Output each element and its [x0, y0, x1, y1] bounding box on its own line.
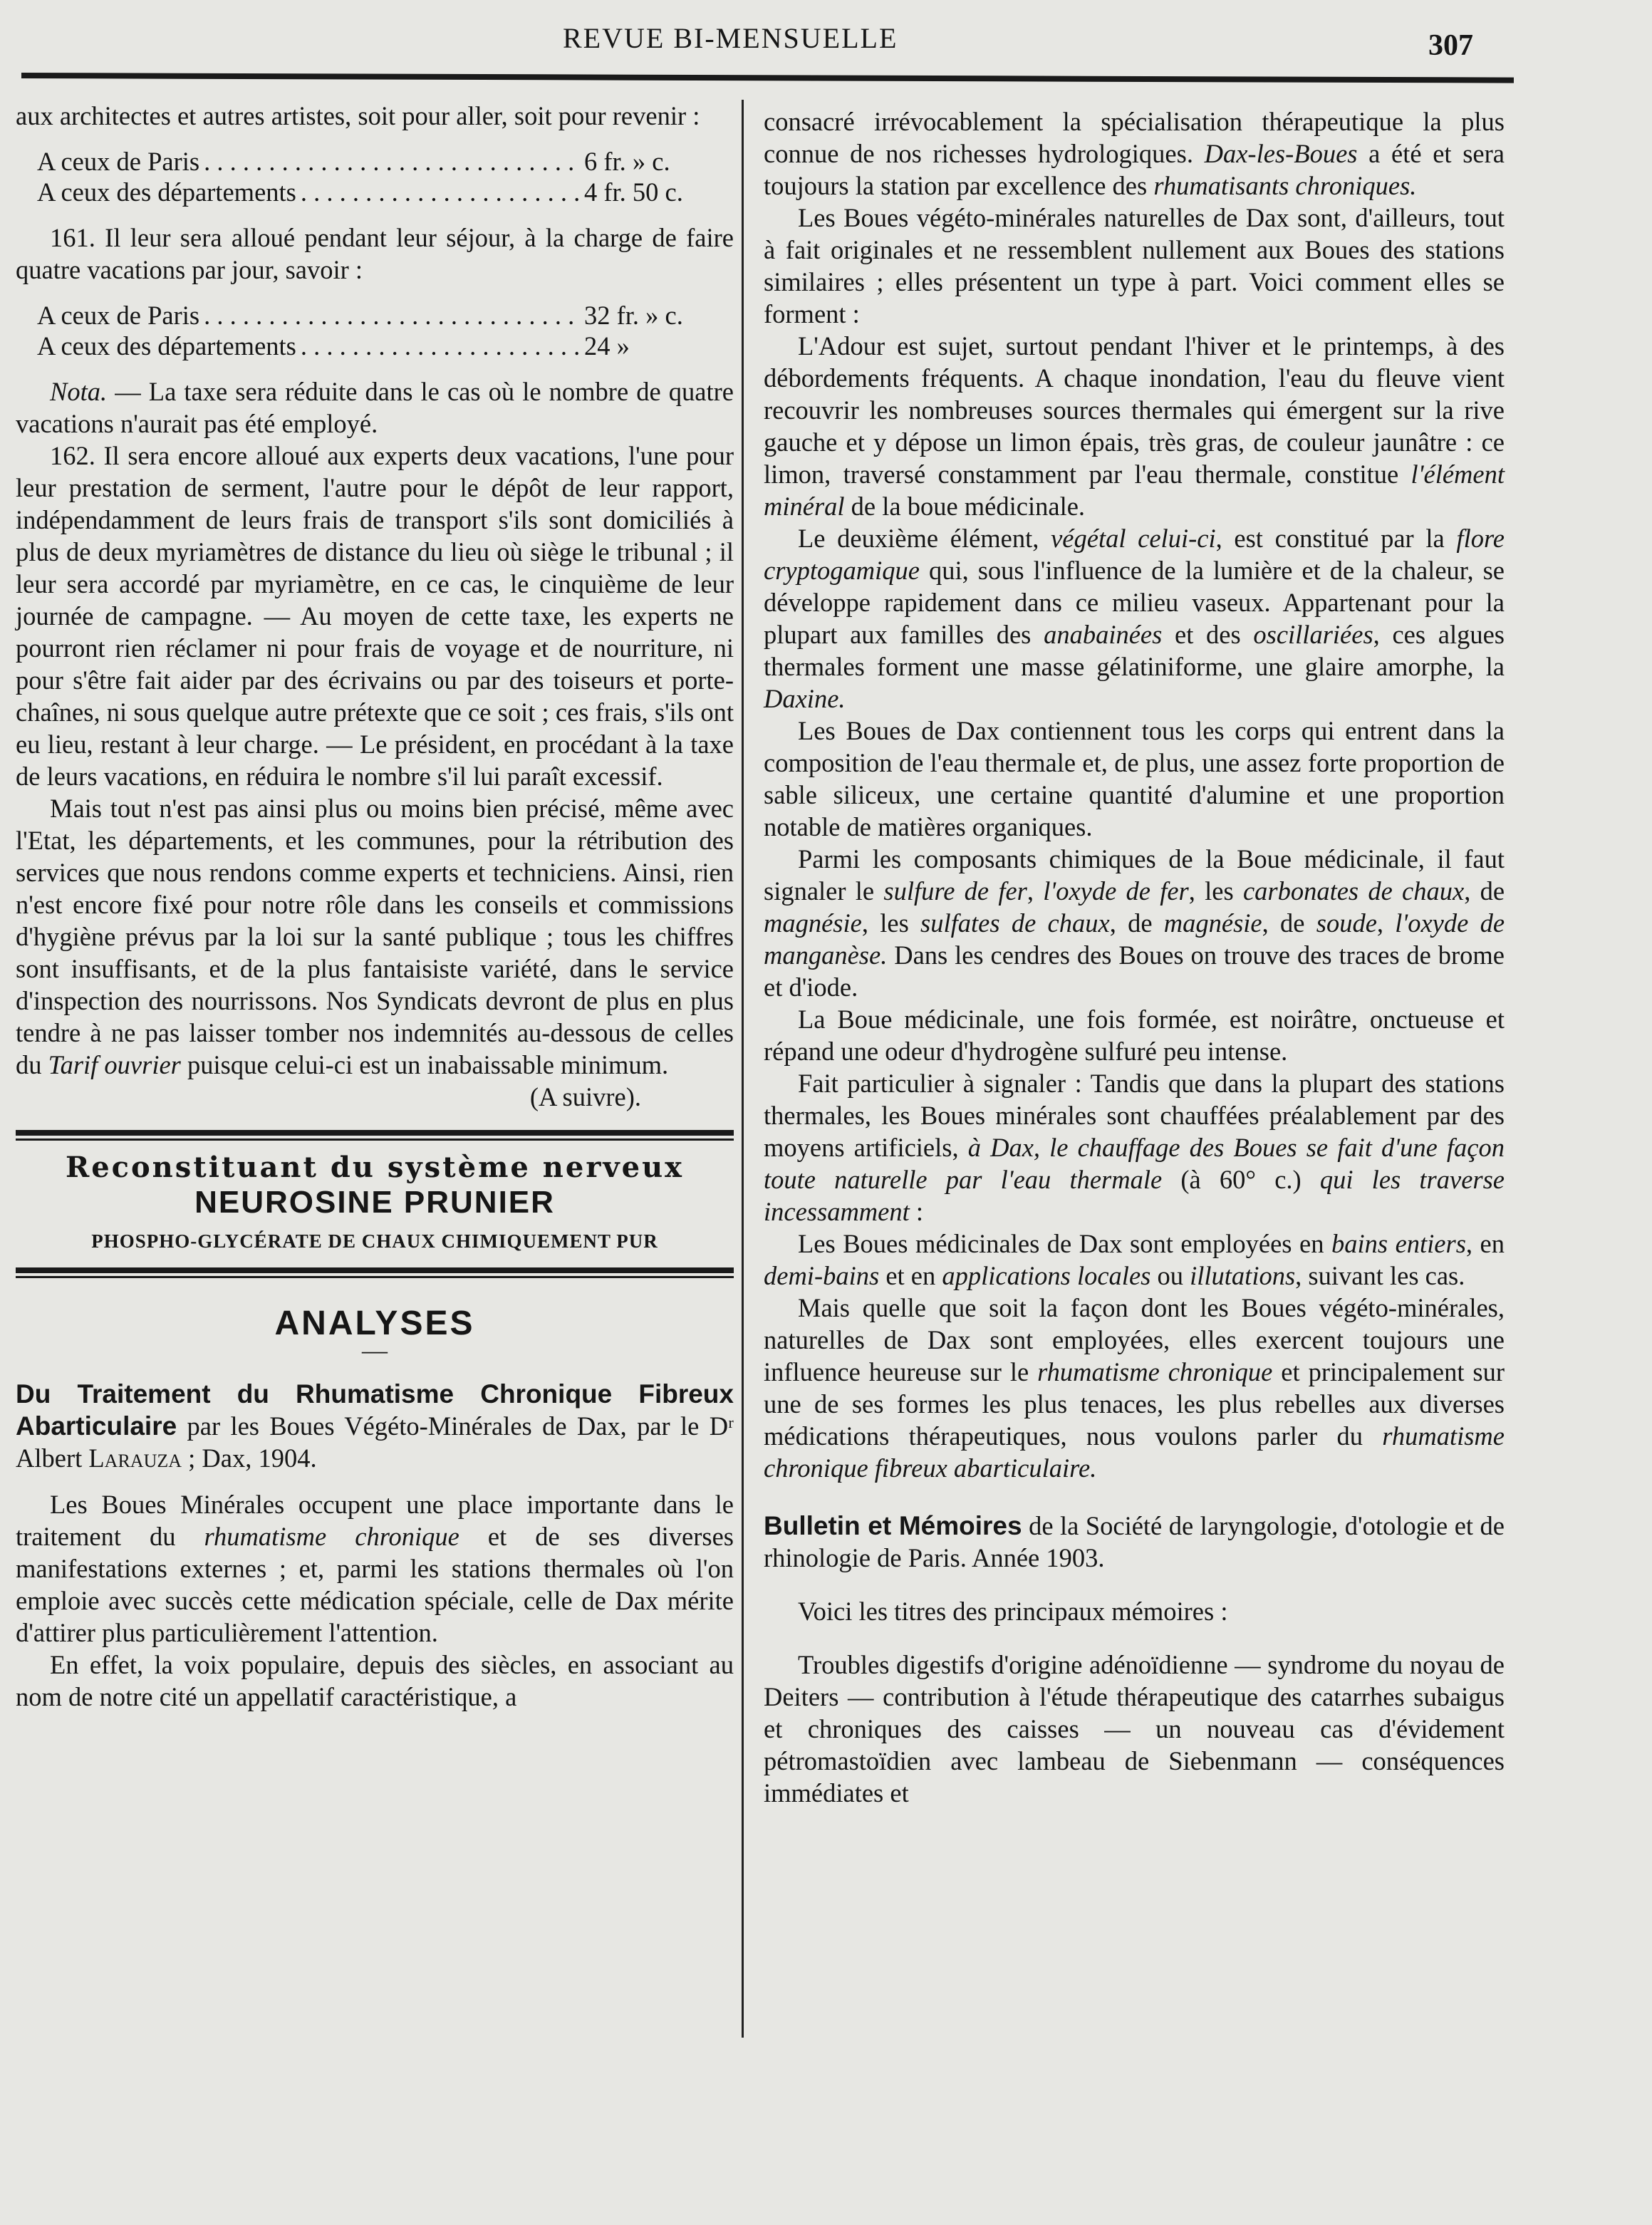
nota-label: Nota.: [50, 377, 108, 406]
column-divider: [742, 100, 744, 2038]
paragraph: Troubles digestifs d'origine adénoïdienne — syndrome du noyau de Deiters — contribution à l'étude thérapeutique des catarrhes subaigus et chroniques des caisses — un nouveau cas d'évidement pétromastoïdien avec lambeau de Siebenmann — conséquences immédiates et: [764, 1650, 1505, 1808]
review-entry-title: Du Traitement du Rhumatisme Chronique Fibreux Abarticulaire: [16, 1379, 734, 1441]
author-name: Larauza: [88, 1443, 182, 1473]
dot-leader: [204, 300, 580, 331]
fee-value: 24 »: [584, 331, 630, 361]
dot-leader: [301, 177, 580, 207]
article-162: 162. Il sera encore alloué aux experts deux vacations, l'une pour leur prestation de serment, l'autre pour le dépôt de leur rapport, indépendamment de leurs frais de transport s'ils sont domiciliés à plus de deux myriamètres de distance du lieu où siège le tribunal ; il leur sera accordé par myriamètre, en ce cas, le cinquième de leur journée de campagne. — Au moyen de cette taxe, les experts ne pourront rien réclamer ni pour frais de voyage et de nourriture, ni pour s'être fait aider par des écrivains ou par des toiseurs et porte-chaînes, ni sous quelque autre prétexte que ce soit ; ces frais, s'ils ont eu lieu, restant à leur charge. — Le président, en procédant à la taxe de leurs vacations, en réduira le nombre s'il lui paraît excessif.: [16, 441, 734, 791]
nota-paragraph: Nota. — La taxe sera réduite dans le cas où le nombre de quatre vacations n'aurait pas été employé.: [16, 377, 734, 438]
section-title: ANALYSES: [274, 1305, 475, 1342]
dot-leader: [301, 331, 580, 361]
paragraph: Fait particulier à signaler : Tandis que dans la plupart des stations thermales, les Boues minérales sont chauffées préalablement par des moyens artificiels, à Dax, le chauffage des Boues se fait d'une façon toute naturelle par l'eau thermale (à 60° c.) qui les traverse incessamment :: [764, 1069, 1505, 1226]
paragraph: Les Boues de Dax contiennent tous les corps qui entrent dans la composition de l'eau thermale et, de plus, une assez forte proportion de sable siliceux, une certaine quantité d'alumine et une proportion notable de matières organiques.: [764, 716, 1505, 841]
paragraph: Voici les titres des principaux mémoires :: [798, 1597, 1228, 1626]
to-be-continued: (A suivre).: [529, 1082, 641, 1111]
paragraph: Mais tout n'est pas ainsi plus ou moins bien précisé, même avec l'Etat, les départements, et les communes, pour la rétribution des services que nous rendons comme experts et techniciens. Ainsi, rien n'est encore fixé pour notre rôle dans les conseils et commissions d'hygiène prévus par la loi sur la santé publique ; tous les chiffres sont insuffisants, et de la plus fantaisiste variété, dans le service d'inspection des nourrissons. Nos Syndicats devront de plus en plus tendre à ne pas laisser tomber nos indemnités au-dessous de celles du Tarif ouvrier puisque celui-ci est un inabaissable minimum.: [16, 794, 734, 1079]
paragraph: Les Boues Minérales occupent une place importante dans le traitement du rhumatisme chronique et de ses diverses manifestations externes ; et, parmi les stations thermales où l'on emploie avec succès cette médication spéciale, celle de Dax mérite d'attirer plus particulièrement l'attention.: [16, 1490, 734, 1647]
right-column: [764, 105, 1505, 1809]
header-rule: [21, 73, 1514, 83]
advert-tagline: Reconstituant du système nerveux: [65, 1151, 685, 1184]
running-header: [0, 19, 1652, 61]
section-dash: —: [362, 1336, 388, 1364]
paragraph: En effet, la voix populaire, depuis des siècles, en associant au nom de notre cité un appellatif caractéristique, a: [16, 1650, 734, 1711]
paragraph: consacré irrévocablement la spécialisation thérapeutique la plus connue de nos richesses hydrologiques. Dax-les-Boues a été et sera toujours la station par excellence des rhumatisants chroniques.: [764, 107, 1505, 200]
fee-label: A ceux des départements: [37, 331, 296, 361]
dot-leader: [204, 146, 580, 177]
fee-value: 4 fr. 50 c.: [584, 177, 683, 207]
page-number: 307: [1428, 29, 1473, 62]
fee-row: [37, 177, 734, 207]
fee-value: 32 fr. » c.: [584, 301, 683, 330]
fee-row: [37, 300, 734, 331]
review-entry-heading: Bulletin et Mémoires de la Société de laryngologie, d'otologie et de rhinologie de Paris. Année 1903.: [764, 1511, 1505, 1572]
paragraph: L'Adour est sujet, surtout pendant l'hiver et le printemps, à des débordements fréquents. A chaque inondation, l'eau du fleuve vient recouvrir les nombreuses sources thermales qui émergent sur la rive gauche et y dépose un limon épais, très gras, de couleur jaunâtre : ce limon, traversé constamment par l'eau thermale, constitue l'élément minéral de la boue médicinale.: [764, 331, 1505, 521]
advert-description: PHOSPHO-GLYCÉRATE DE CHAUX CHIMIQUEMENT PUR: [91, 1230, 658, 1252]
journal-title: REVUE BI-MENSUELLE: [563, 22, 898, 54]
article-161: 161. Il leur sera alloué pendant leur séjour, à la charge de faire quatre vacations par jour, savoir :: [16, 223, 734, 284]
paragraph: Parmi les composants chimiques de la Boue médicinale, il faut signaler le sulfure de fer, l'oxyde de fer, les carbonates de chaux, de magnésie, les sulfates de chaux, de magnésie, de soude, l'oxyde de manganèse. Dans les cendres des Boues on trouve des traces de brome et d'iode.: [764, 844, 1505, 1002]
advert-product-name: NEUROSINE PRUNIER: [194, 1185, 555, 1220]
advert-top-rule: [16, 1130, 734, 1144]
advert-bottom-rule: [16, 1267, 734, 1282]
paragraph: Mais quelle que soit la façon dont les Boues végéto-minérales, naturelles de Dax sont employées, elles exercent toujours une influence heureuse sur le rhumatisme chronique et principalement sur une de ses formes les plus tenaces, les plus rebelles aux diverses médications thérapeutiques, nous voulons parler du rhumatisme chronique fibreux abarticulaire.: [764, 1293, 1505, 1483]
advertisement: [16, 1144, 734, 1267]
paragraph: Le deuxième élément, végétal celui-ci, est constitué par la flore cryptogamique qui, sous l'influence de la lumière et de la chaleur, se développe rapidement dans ce milieu vaseux. Appartenant pour la plupart aux familles des anabainées et des oscillariées, ces algues thermales forment une masse gélatiniforme, une glaire amorphe, la Daxine.: [764, 524, 1505, 713]
fee-row: [37, 146, 734, 177]
paragraph: aux architectes et autres artistes, soit pour aller, soit pour revenir :: [16, 101, 700, 130]
review-entry-heading: Du Traitement du Rhumatisme Chronique Fibreux Abarticulaire par les Boues Végéto-Minérales de Dax, par le Dʳ Albert Larauza ; Dax, 1904.: [16, 1379, 734, 1473]
fee-label: A ceux de Paris: [37, 147, 200, 176]
review-entry-title: Bulletin et Mémoires: [764, 1511, 1022, 1540]
fee-label: A ceux de Paris: [37, 301, 200, 330]
left-column: [16, 100, 734, 1713]
fee-value: 6 fr. » c.: [584, 147, 670, 176]
paragraph: Les Boues végéto-minérales naturelles de Dax sont, d'ailleurs, tout à fait originales et ne ressemblent nullement aux Boues des stations similaires ; elles présentent un type à part. Voici comment elles se forment :: [764, 203, 1505, 328]
fee-row: [37, 331, 734, 361]
fee-label: A ceux des départements: [37, 177, 296, 207]
paragraph: Les Boues médicinales de Dax sont employées en bains entiers, en demi-bains et en applications locales ou illutations, suivant les cas.: [764, 1229, 1505, 1290]
paragraph: La Boue médicinale, une fois formée, est noirâtre, onctueuse et répand une odeur d'hydrogène sulfuré peu intense.: [764, 1005, 1505, 1066]
